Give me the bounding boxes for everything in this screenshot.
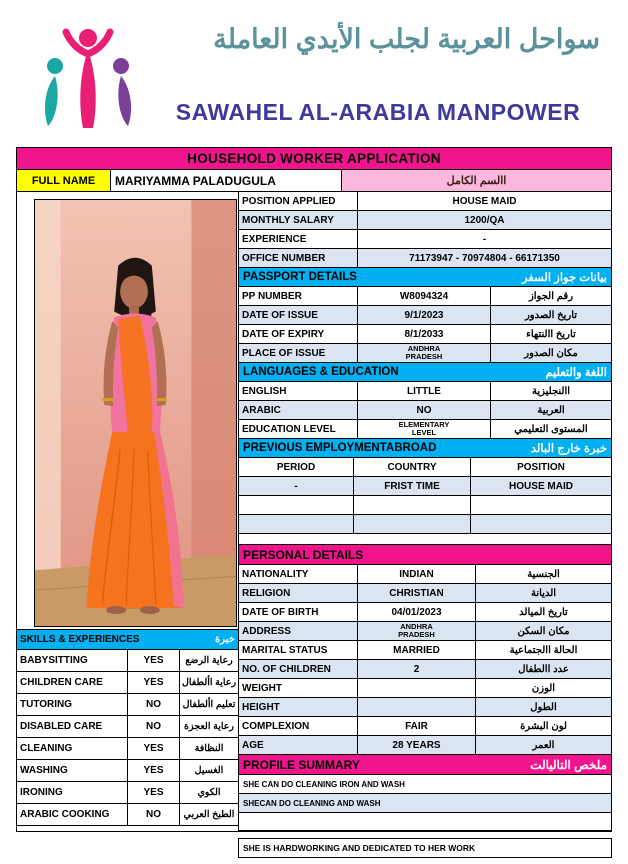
section-header-previous-employment: [239, 439, 611, 458]
arabic-text: لافطلاا ددع: [518, 663, 569, 675]
table-row: [239, 565, 611, 584]
section-title-arabic: دلابلا جراخ ةربخ: [530, 443, 607, 455]
field-value: MARRIED: [358, 641, 476, 659]
empty-row: [239, 813, 611, 831]
table-row: [239, 249, 611, 268]
column-header: PERIOD: [239, 458, 354, 476]
applicant-photo-image: [35, 200, 236, 626]
section-title-arabic: تلايلاتلا صخلم: [530, 757, 607, 772]
field-label: COMPLEXION: [239, 717, 358, 735]
arabic-text: ءاهتنلاا خيرات: [526, 328, 576, 340]
field-label: ENGLISH: [239, 382, 358, 400]
skill-value: YES: [128, 782, 180, 803]
field-label: EXPERIENCE: [239, 230, 358, 248]
skill-label: IRONING: [17, 782, 128, 803]
section-header-languages: [239, 363, 611, 382]
arabic-text: لماكلا مسلاا: [446, 175, 507, 187]
arabic-text: رودصلا خيرات: [524, 309, 578, 321]
field-label: DATE OF ISSUE: [239, 306, 358, 324]
field-label: NATIONALITY: [239, 565, 358, 583]
field-value: FAIR: [358, 717, 476, 735]
field-value: CHRISTIAN: [358, 584, 476, 602]
arabic-label: [476, 565, 611, 583]
arabic-label: [476, 736, 611, 754]
table-row: [239, 584, 611, 603]
arabic-text: ليسغلا: [194, 765, 224, 776]
skill-row: [17, 716, 238, 738]
skill-label-arabic: [180, 804, 238, 825]
section-title-arabic: ةربخ: [215, 634, 235, 645]
form-banner: HOUSEHOLD WORKER APPLICATION: [17, 148, 611, 170]
skill-row: [17, 738, 238, 760]
arabic-text: يوكلا: [197, 787, 221, 798]
arabic-text: عضرلا ةياعر: [185, 655, 233, 666]
skill-label-arabic: [180, 782, 238, 803]
arabic-text: ةنايدلا: [530, 587, 557, 599]
arabic-label: [476, 717, 611, 735]
table-row: [239, 287, 611, 306]
field-label: RELIGION: [239, 584, 358, 602]
empty-row: [239, 496, 611, 515]
skill-label: DISABLED CARE: [17, 716, 128, 737]
arabic-text: ةزجعلا ةياعر: [184, 721, 234, 732]
arabic-label: [476, 679, 611, 697]
field-label: HEIGHT: [239, 698, 358, 716]
summary-line: SHECAN DO CLEANING AND WASH: [243, 798, 381, 808]
empty-cell: [354, 496, 471, 514]
summary-line-row: [239, 775, 611, 794]
application-details-table: [238, 192, 611, 831]
arabic-label: [476, 603, 611, 621]
skill-label: WASHING: [17, 760, 128, 781]
arabic-text: رودصلا ناكم: [524, 347, 578, 359]
summary-line: SHE CAN DO CLEANING IRON AND WASH: [243, 779, 405, 789]
field-value: INDIAN: [358, 565, 476, 583]
table-row: [239, 306, 611, 325]
field-value: [358, 420, 491, 438]
field-label: MONTHLY SALARY: [239, 211, 358, 229]
skill-value: NO: [128, 716, 180, 737]
skill-label-arabic: [180, 716, 238, 737]
arabic-text: لافطلأا ةياعر: [181, 677, 237, 688]
field-value: [358, 698, 476, 716]
table-row: [239, 717, 611, 736]
table-row: [239, 344, 611, 363]
skill-label-arabic: [180, 672, 238, 693]
field-label: ARABIC: [239, 401, 358, 419]
field-label: OFFICE NUMBER: [239, 249, 358, 267]
field-value-text: ELEMENTARY LEVEL: [398, 420, 450, 437]
field-label: POSITION APPLIED: [239, 192, 358, 210]
skill-row: [17, 694, 238, 716]
field-label: MARITAL STATUS: [239, 641, 358, 659]
field-value: [358, 344, 491, 362]
table-row: [239, 736, 611, 755]
table-row: [239, 477, 611, 496]
field-label: DATE OF EXPIRY: [239, 325, 358, 343]
skill-label: CLEANING: [17, 738, 128, 759]
summary-line-row: [239, 794, 611, 813]
skill-label: ARABIC COOKING: [17, 804, 128, 825]
field-value: NO: [358, 401, 491, 419]
arabic-label: [491, 306, 611, 324]
arabic-text: لوطلا: [530, 701, 557, 713]
field-label: AGE: [239, 736, 358, 754]
field-value: [358, 622, 476, 640]
arabic-label: [476, 622, 611, 640]
section-title: PASSPORT DETAILS: [243, 271, 357, 283]
section-title-arabic: ميلعتلاو ةغللا: [545, 367, 607, 379]
empty-cell: [239, 496, 354, 514]
arabic-text: ةيسنجلا: [527, 568, 560, 580]
table-row: [239, 211, 611, 230]
company-title-arabic: سواحل العربية لجلب الأيدي العاملة: [213, 24, 600, 54]
field-label: PLACE OF ISSUE: [239, 344, 358, 362]
skill-value: NO: [128, 804, 180, 825]
arabic-text: رمعلا: [532, 739, 555, 751]
section-title: LANGUAGES & EDUCATION: [243, 366, 399, 378]
full-name-label-arabic: [342, 170, 611, 191]
section-header-skills: [17, 630, 238, 650]
field-value: 04/01/2023: [358, 603, 476, 621]
spacer-row: [239, 534, 611, 545]
field-label: EDUCATION LEVEL: [239, 420, 358, 438]
skill-row: [17, 650, 238, 672]
arabic-text: دلايملا خيرات: [519, 606, 568, 618]
table-row: [239, 660, 611, 679]
company-title-english: SAWAHEL AL-ARABIA MANPOWER: [175, 99, 581, 125]
arabic-label: [491, 420, 611, 438]
skill-label-arabic: [180, 650, 238, 671]
table-row: [239, 420, 611, 439]
section-title: PREVIOUS EMPLOYMENTABROAD: [243, 442, 437, 454]
arabic-text: نزولا: [531, 682, 556, 694]
section-title-arabic: رفسلا زاوج تانايب: [521, 272, 607, 284]
skill-row: [17, 760, 238, 782]
country-cell: FRIST TIME: [354, 477, 471, 495]
field-value: -: [482, 233, 487, 245]
arabic-label: [476, 698, 611, 716]
field-value: 2: [358, 660, 476, 678]
arabic-text: ةفاظنلا: [194, 743, 224, 754]
arabic-text: زاوجلا مقر: [528, 290, 574, 302]
arabic-text: يبرعلا خبطلا: [183, 809, 235, 820]
table-row: [239, 401, 611, 420]
applicant-photo: [34, 199, 237, 627]
company-logo: [28, 18, 148, 140]
full-name-value: MARIYAMMA PALADUGULA: [111, 170, 342, 191]
arabic-label: [491, 325, 611, 343]
skill-label-arabic: [180, 738, 238, 759]
skill-value: YES: [128, 650, 180, 671]
skill-value: NO: [128, 694, 180, 715]
field-value: 28 YEARS: [358, 736, 476, 754]
arabic-label: [476, 660, 611, 678]
field-value: [358, 679, 476, 697]
arabic-text: ةيعامتجلاا ةلاحلا: [509, 644, 578, 656]
application-form: [16, 147, 612, 832]
table-row: [239, 641, 611, 660]
position-cell: HOUSE MAID: [509, 480, 573, 492]
arabic-text: نكسلا ناكم: [517, 625, 570, 637]
table-row: [239, 698, 611, 717]
field-value: LITTLE: [358, 382, 491, 400]
field-label: NO. OF CHILDREN: [239, 660, 358, 678]
column-header: POSITION: [517, 461, 565, 473]
skill-label: CHILDREN CARE: [17, 672, 128, 693]
field-value: W8094324: [358, 287, 491, 305]
skill-value: YES: [128, 672, 180, 693]
skill-label-arabic: [180, 760, 238, 781]
field-label: ADDRESS: [239, 622, 358, 640]
skill-label: BABYSITTING: [17, 650, 128, 671]
skill-row: [17, 804, 238, 826]
field-value-text: ANDHRA PRADESH: [405, 344, 443, 361]
field-label: PP NUMBER: [239, 287, 358, 305]
full-name-row: [17, 170, 611, 192]
field-value: 71173947 - 70974804 - 66171350: [409, 252, 560, 264]
skills-table: [17, 629, 239, 826]
column-header: COUNTRY: [354, 458, 471, 476]
skill-value: YES: [128, 738, 180, 759]
period-cell: -: [239, 477, 354, 495]
arabic-label: [476, 584, 611, 602]
empty-cell: [471, 496, 611, 514]
skill-row: [17, 672, 238, 694]
empty-cell: [239, 813, 611, 830]
field-value: 8/1/2033: [358, 325, 491, 343]
skill-row: [17, 782, 238, 804]
table-header-row: [239, 458, 611, 477]
empty-cell: [239, 515, 354, 533]
section-header-passport: [239, 268, 611, 287]
table-row: [239, 679, 611, 698]
table-row: [239, 603, 611, 622]
section-title: SKILLS & EXPERIENCES: [20, 634, 140, 645]
field-value: HOUSE MAID: [452, 195, 517, 207]
skill-label-arabic: [180, 694, 238, 715]
skill-value: YES: [128, 760, 180, 781]
table-row: [239, 382, 611, 401]
empty-cell: [471, 515, 611, 533]
arabic-label: [491, 344, 611, 362]
arabic-text: ةيبرعلا: [537, 404, 565, 416]
arabic-text: ةيزيلجنلاا: [531, 385, 571, 397]
empty-cell: [354, 515, 471, 533]
table-row: [239, 192, 611, 211]
table-row: [239, 622, 611, 641]
final-summary-row: SHE IS HARDWORKING AND DEDICATED TO HER WORK: [238, 838, 612, 858]
empty-row: [239, 515, 611, 534]
arabic-label: [476, 641, 611, 659]
arabic-text: يميلعتلا ىوتسملا: [514, 423, 588, 435]
field-value: 1200/QA: [464, 214, 505, 226]
field-label: WEIGHT: [239, 679, 358, 697]
section-header-personal: [239, 545, 611, 565]
arabic-text: لافطلأا ميلعت: [182, 699, 236, 710]
arabic-label: [491, 382, 611, 400]
arabic-text: ةرشبلا نول: [520, 720, 567, 732]
skill-label: TUTORING: [17, 694, 128, 715]
field-label: DATE OF BIRTH: [239, 603, 358, 621]
field-value: 9/1/2023: [358, 306, 491, 324]
arabic-label: [491, 401, 611, 419]
section-title: PERSONAL DETAILS: [243, 547, 364, 562]
arabic-label: [491, 287, 611, 305]
table-row: [239, 325, 611, 344]
section-header-profile-summary: [239, 755, 611, 775]
full-name-label: FULL NAME: [17, 170, 111, 191]
field-value-text: ANDHRA PRADESH: [398, 622, 435, 639]
table-row: [239, 230, 611, 249]
section-title: PROFILE SUMMARY: [243, 757, 360, 772]
